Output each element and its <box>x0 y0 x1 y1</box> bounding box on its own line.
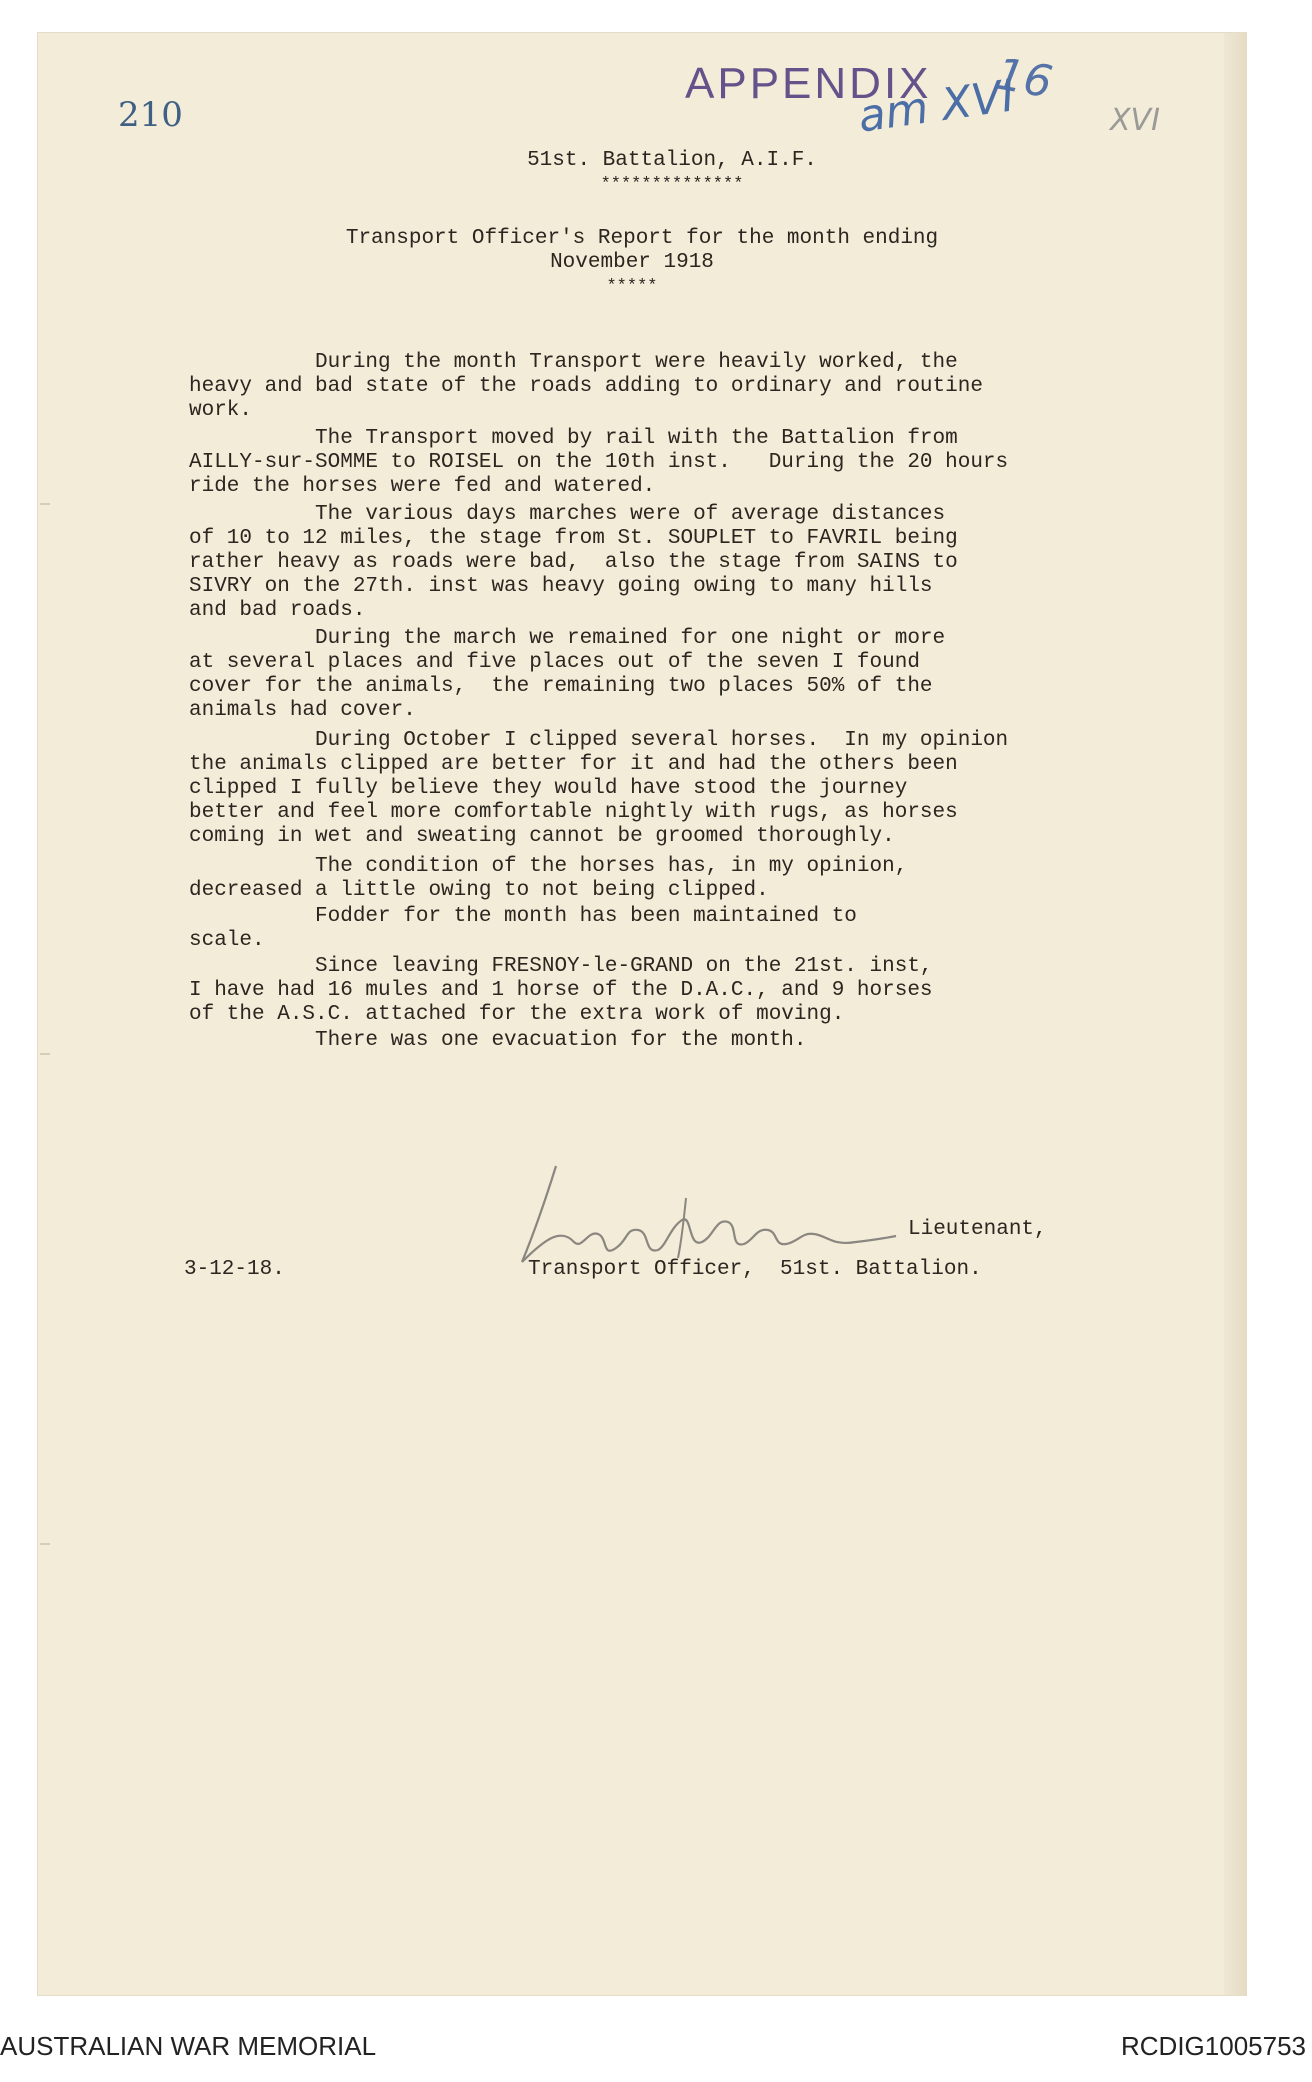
title-rule-stars: ***** <box>606 277 658 296</box>
paragraph: The Transport moved by rail with the Battalion from AILLY-sur-SOMME to ROISEL on the 10th inst. During the 20 hours ride the horses were fed and watered. <box>189 427 1009 498</box>
folio-number: 210 <box>118 95 183 135</box>
paragraph: The various days marches were of average distances of 10 to 12 miles, the stage from St. SOUPLET to FAVRIL being rather heavy as roads were bad, also the stage from SAINS to SIVRY on the 27th. inst was heavy going owing to many hills and bad roads. <box>189 503 958 622</box>
paragraph: During October I clipped several horses. In my opinion the animals clipped are better for it and had the others been clipped I fully believe they would have stood the journey better and feel more comfortable nightly with rugs, as horses coming in wet and sweating cannot be groomed thoroughly. <box>189 729 1009 848</box>
archive-credit: AUSTRALIAN WAR MEMORIAL <box>0 2031 377 2061</box>
signatory-rank: Lieutenant, <box>908 1218 1047 1241</box>
report-month: November 1918 <box>550 251 714 274</box>
paragraph: The condition of the horses has, in my opinion, decreased a little owing to not being clipped. <box>189 855 908 902</box>
unit-heading: 51st. Battalion, A.I.F. <box>527 149 817 172</box>
paragraph: There was one evacuation for the month. <box>189 1029 807 1052</box>
paragraph: During the month Transport were heavily worked, the heavy and bad state of the roads adding to ordinary and routine work. <box>189 351 983 422</box>
typed-document <box>38 33 1246 1995</box>
handwritten-appendix-note: am XVI <box>855 70 1018 143</box>
paragraph: Since leaving FRESNOY-le-GRAND on the 21st. inst, I have had 16 mules and 1 horse of the D.A.C., and 9 horses of the A.S.C. attached for the extra work of moving. <box>189 955 933 1026</box>
report-title: Transport Officer's Report for the month ending <box>345 227 939 250</box>
archive-reference: RCDIG1005753 <box>1121 2031 1306 2061</box>
appendix-stamp: APPENDIX <box>685 59 932 108</box>
heading-rule-stars: ************** <box>600 175 744 194</box>
signatory-office: Transport Officer, 51st. Battalion. <box>528 1258 982 1281</box>
handwritten-pencil-note: XVI <box>1110 103 1160 138</box>
handwritten-number: 16 <box>991 48 1057 109</box>
paragraph: During the march we remained for one night or more at several places and five places out of the seven I found cover for the animals, the remaining two places 50% of the animals had cover. <box>189 627 946 722</box>
paragraph: Fodder for the month has been maintained to scale. <box>189 905 857 952</box>
report-date: 3-12-18. <box>184 1258 285 1281</box>
document-sheet <box>38 33 1246 1995</box>
